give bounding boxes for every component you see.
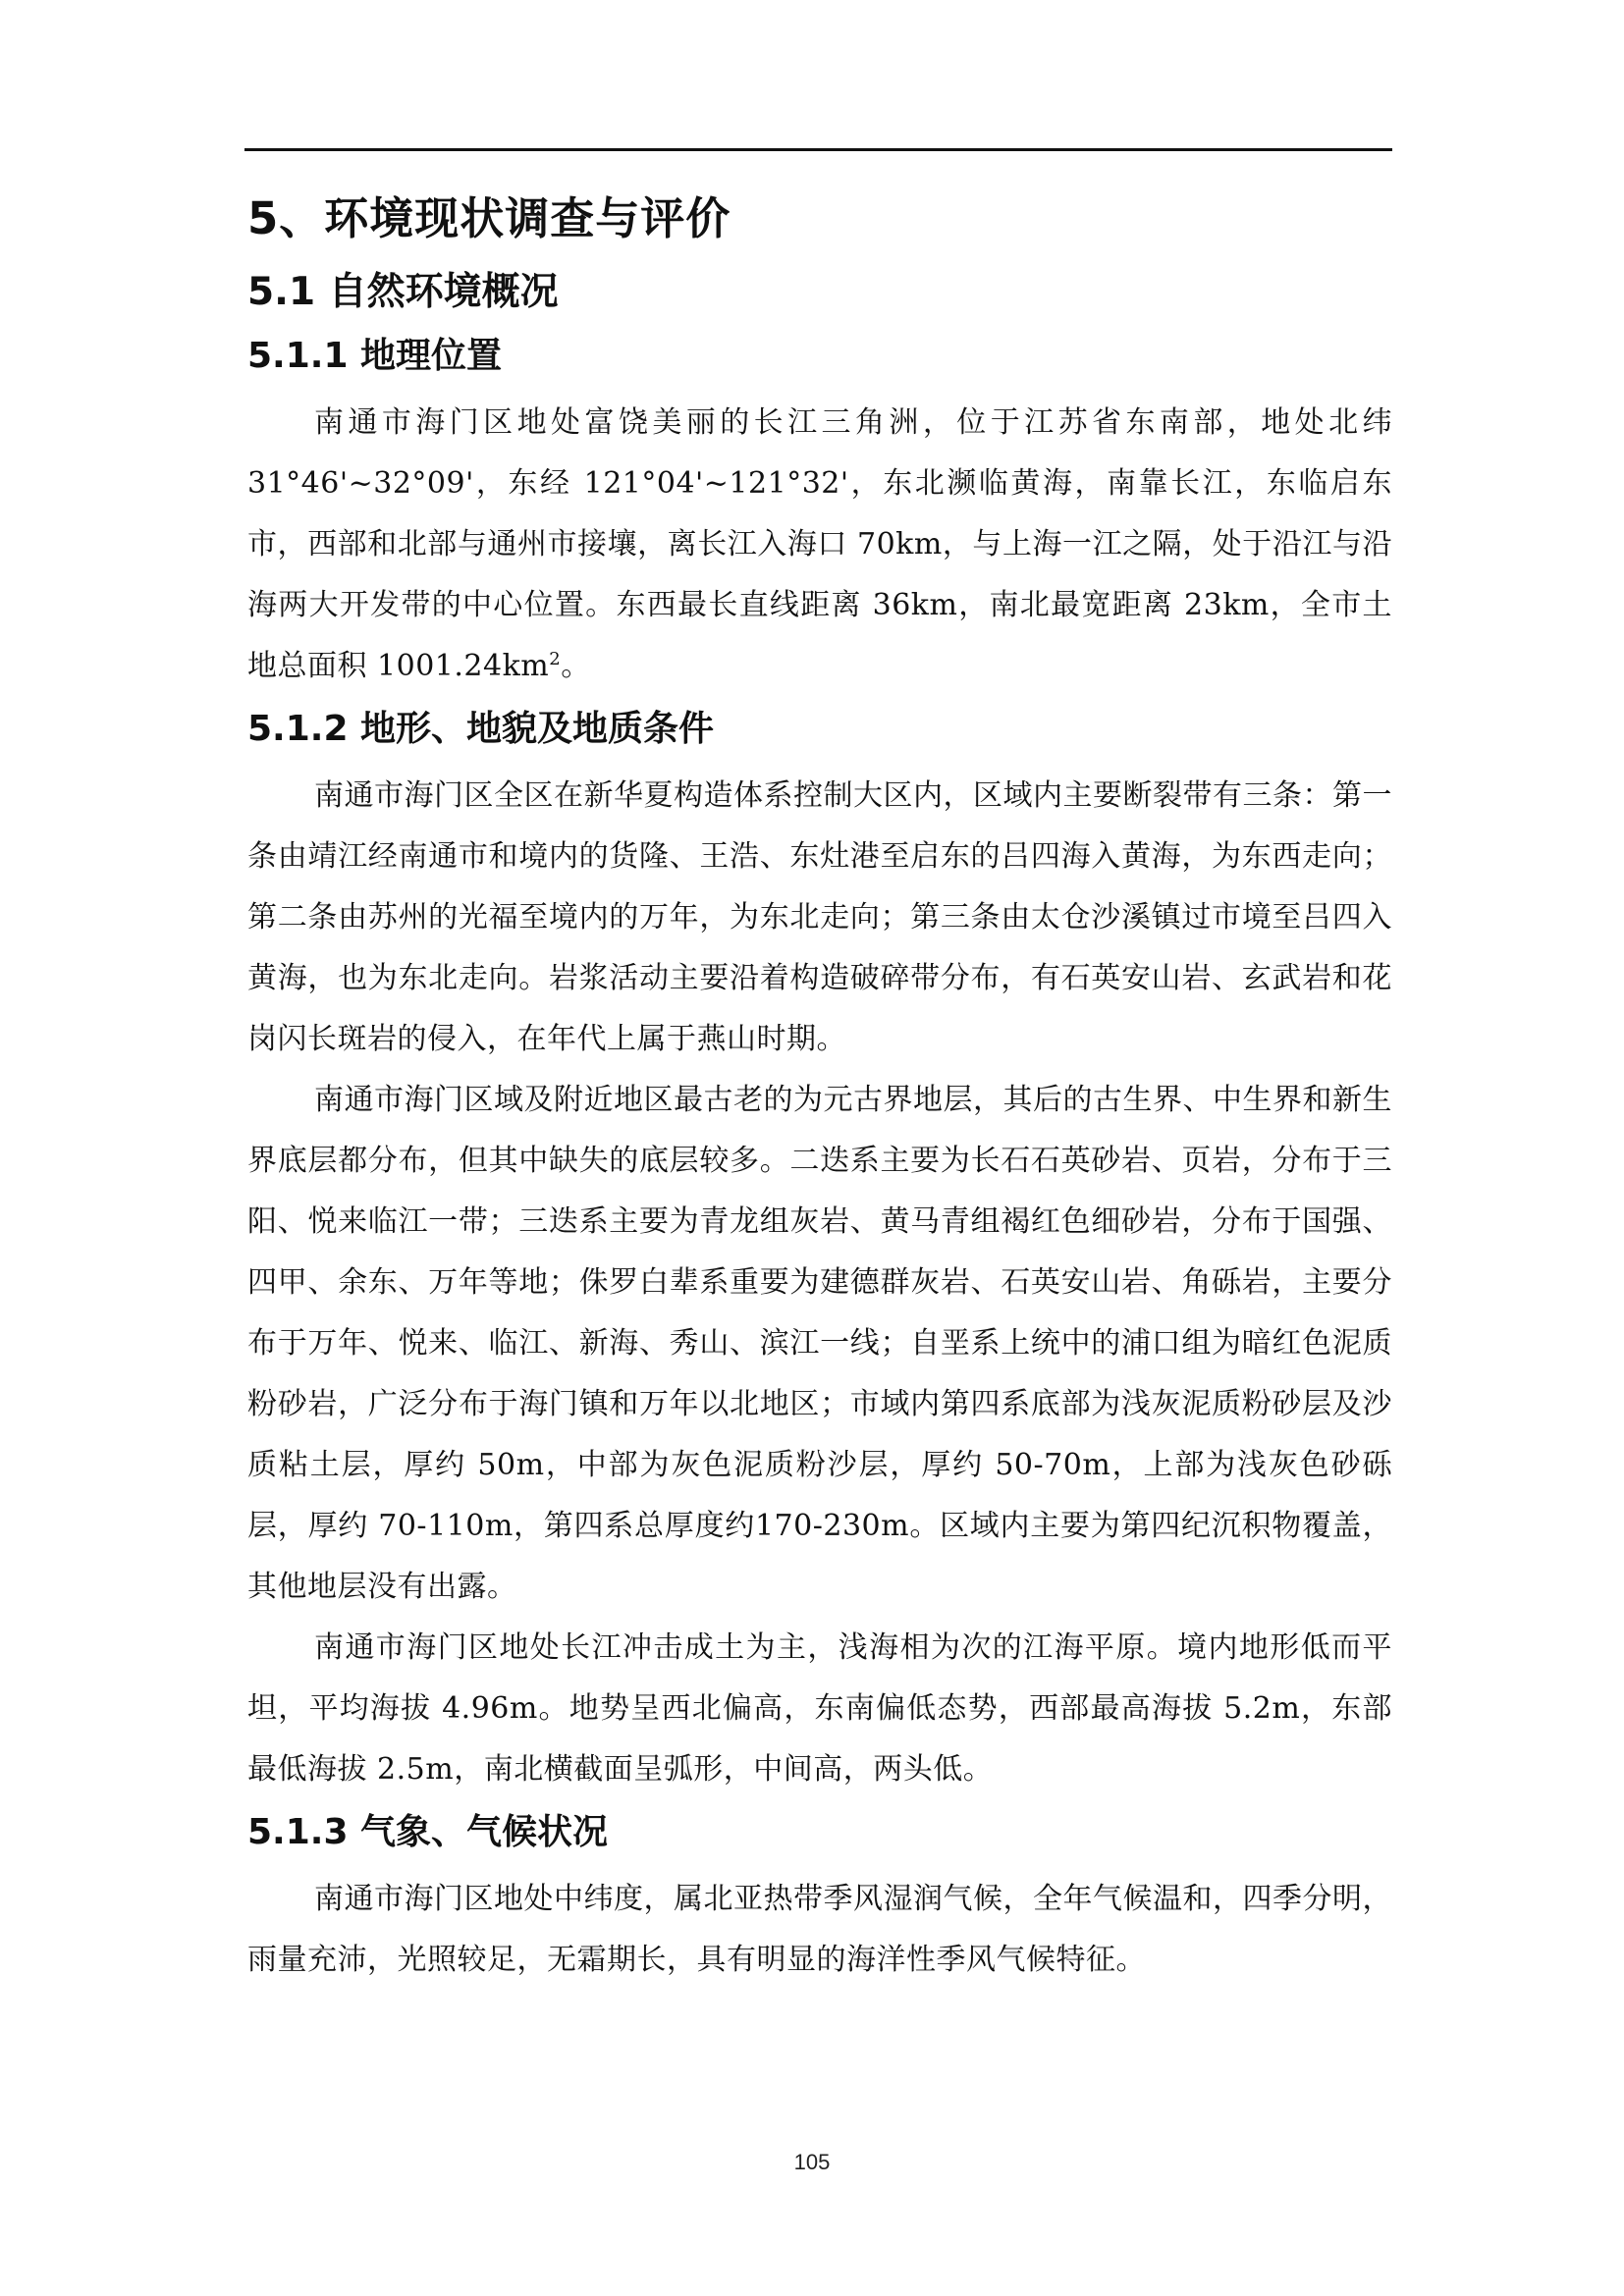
paragraph: 南通市海门区地处中纬度，属北亚热带季风湿润气候，全年气候温和，四季分明，雨量充沛，光照较足，无霜期长，具有明显的海洋性季风气候特征。 — [247, 1882, 1392, 1977]
subsection-title: 5.1.3 气象、气候状况 — [247, 1812, 609, 1852]
area-superscript: 2 — [549, 649, 562, 669]
paragraph: 南通市海门区地处长江冲击成土为主，浅海相为次的江海平原。境内地形低而平坦，平均海拔 4.96m。地势呈西北偏高，东南偏低态势，西部最高海拔 5.2m，东部最低海拔 2.5m，南北横截面呈弧形，中间高，两头低。 — [247, 1630, 1392, 1787]
paragraph — [247, 393, 1392, 697]
header-rule — [244, 148, 1392, 151]
section-title: 5.1 自然环境概况 — [247, 270, 559, 314]
subsection-climate — [247, 1808, 1392, 1991]
subsection-title: 5.1.2 地形、地貌及地质条件 — [247, 709, 715, 749]
subsection-terrain — [247, 705, 1392, 1800]
paragraph: 南通市海门区域及附近地区最古老的为元古界地层，其后的古生界、中生界和新生界底层都分布，但其中缺失的底层较多。二迭系主要为长石石英砂岩、页岩，分布于三阳、悦来临江一带；三迭系主要为青龙组灰岩、黄马青组褐红色细砂岩，分布于国强、四甲、余东、万年等地；侏罗白辈系重要为建德群灰岩、石英安山岩、角砾岩，主要分布于万年、悦来、临江、新海、秀山、滨江一线；自垩系上统中的浦口组为暗红色泥质粉砂岩，广泛分布于海门镇和万年以北地区；市域内第四系底部为浅灰泥质粉砂层及沙质粘土层，厚约 50m，中部为灰色泥质粉沙层，厚约 50-70m，上部为浅灰色砂砾层，厚约 70-110m，第四系总厚度约170-230m。区域内主要为第四纪沉积物覆盖，其他地层没有出露。 — [247, 1083, 1392, 1604]
subsection-geography — [247, 332, 1392, 697]
page-number: 105 — [793, 2150, 831, 2174]
subsection-title: 5.1.1 地理位置 — [247, 336, 503, 376]
paragraph-text: 南通市海门区地处富饶美丽的长江三角洲，位于江苏省东南部，地处北纬31°46'~32°09'，东经 121°04'~121°32'，东北濒临黄海，南靠长江，东临启东市，西部和北部与通州市接壤，离长江入海口 70km，与上海一江之隔，处于沿江与沿海两大开发带的中心位置。东西最长直线距离 36km，南北最宽距离 23km，全市土地总面积 1001.24km — [247, 405, 1392, 683]
page-content — [247, 177, 1392, 1999]
area-suffix: 。 — [561, 649, 591, 683]
chapter-title: 5、环境现状调查与评价 — [247, 192, 731, 244]
paragraph: 南通市海门区全区在新华夏构造体系控制大区内，区域内主要断裂带有三条：第一条由靖江经南通市和境内的货隆、王浩、东灶港至启东的吕四海入黄海，为东西走向；第二条由苏州的光福至境内的万年，为东北走向；第三条由太仓沙溪镇过市境至吕四入黄海，也为东北走向。岩浆活动主要沿着构造破碎带分布，有石英安山岩、玄武岩和花岗闪长斑岩的侵入，在年代上属于燕山时期。 — [247, 778, 1392, 1056]
